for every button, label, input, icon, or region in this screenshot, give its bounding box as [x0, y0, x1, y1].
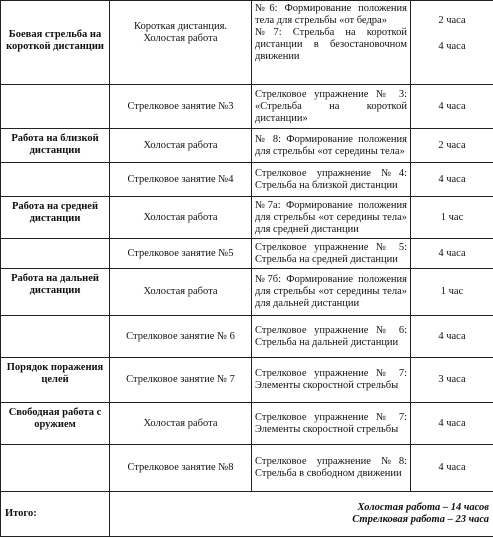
exercise-text: Стрелковое упражнение № 7: Элементы скоростной стрельбы	[255, 368, 407, 391]
section-label: Боевая стрельба на короткой дистанции	[1, 1, 110, 85]
table-row	[1, 316, 493, 358]
total-values	[110, 492, 493, 537]
total-row	[1, 492, 493, 537]
exercise-cell	[252, 1, 411, 85]
hours-cell: 3 часа	[411, 358, 493, 403]
exercise-cell	[252, 129, 411, 163]
hours-cell	[411, 1, 493, 85]
section-label	[1, 316, 110, 358]
hours-cell: 1 час	[411, 197, 493, 239]
table-row	[1, 163, 493, 197]
hours-cell: 4 часа	[411, 316, 493, 358]
exercise-text: Стрелковое упражнение № 6: Стрельба на дальней дистанции	[255, 324, 407, 348]
exercise-text: №7б: Формирование положения для стрельбы «от середины тела» для дальней дистанции	[255, 274, 407, 309]
total-label: Итого:	[1, 492, 110, 537]
total-line: Стрелковая работа – 23 часа	[352, 514, 489, 525]
section-label: Порядок поражения целей	[1, 358, 110, 403]
exercise-text: Стрелковое упражнение № 5: Стрельба на средней дистанции	[255, 241, 407, 265]
activity-cell: Стрелковое занятие № 7	[110, 358, 252, 403]
table-row	[1, 197, 493, 239]
exercise-cell	[252, 358, 411, 403]
table-row	[1, 358, 493, 403]
activity-cell: Холостая работа	[110, 197, 252, 239]
exercise-text: Стрелковое упражнение №8: Стрельба в свободном движении	[255, 456, 407, 479]
table-row	[1, 239, 493, 269]
exercise-text: №6: Формирование положения тела для стрельбы «от бедра»	[255, 3, 407, 26]
hours-cell: 4 часа	[411, 239, 493, 269]
exercise-text: №7: Стрельба на короткой дистанции в безостановочном движении	[255, 27, 407, 62]
section-label: Работа на дальней дистанции	[1, 269, 110, 316]
table-row	[1, 445, 493, 492]
section-label: Работа на близкой дистанции	[1, 129, 110, 163]
exercise-text: №7а: Формирование положения для стрельбы «от середины тела» для средней дистанции	[255, 199, 407, 235]
hours-text: 2 часа	[438, 15, 466, 26]
table-row	[1, 403, 493, 445]
activity-cell: Холостая работа	[110, 269, 252, 316]
exercise-cell	[252, 197, 411, 239]
exercise-text: Стрелковое упражнение №4: Стрельба на близкой дистанции	[255, 167, 407, 191]
table-row	[1, 1, 493, 85]
section-label	[1, 239, 110, 269]
total-line: Холостая работа – 14 часов	[357, 502, 489, 513]
hours-text: 4 часа	[438, 41, 466, 52]
hours-cell: 1 час	[411, 269, 493, 316]
hours-cell: 4 часа	[411, 403, 493, 445]
section-label	[1, 85, 110, 129]
activity-cell: Стрелковое занятие №4	[110, 163, 252, 197]
exercise-cell	[252, 239, 411, 269]
table-row	[1, 85, 493, 129]
section-label	[1, 445, 110, 492]
activity-cell: Стрелковое занятие №5	[110, 239, 252, 269]
exercise-text: № 8: Формирование положения для стрельбы «от середины тела»	[255, 133, 407, 157]
table-row	[1, 269, 493, 316]
exercise-cell	[252, 269, 411, 316]
hours-cell: 4 часа	[411, 85, 493, 129]
activity-cell: Короткая дистанция. Холостая работа	[110, 1, 252, 85]
exercise-cell	[252, 163, 411, 197]
table-row	[1, 129, 493, 163]
exercise-text: Стрелковое упражнение № 7: Элементы скоростной стрельбы	[255, 411, 407, 435]
activity-cell: Холостая работа	[110, 129, 252, 163]
activity-cell: Стрелковое занятие № 6	[110, 316, 252, 358]
exercise-cell	[252, 85, 411, 129]
exercise-cell	[252, 316, 411, 358]
hours-cell: 4 часа	[411, 445, 493, 492]
section-label: Работа на средней дистанции	[1, 197, 110, 239]
activity-cell: Холостая работа	[110, 403, 252, 445]
exercise-text: Стрелковое упражнение № 3: «Стрельба на короткой дистанции»	[255, 88, 407, 124]
section-label	[1, 163, 110, 197]
exercise-cell	[252, 403, 411, 445]
hours-cell: 2 часа	[411, 129, 493, 163]
exercise-cell	[252, 445, 411, 492]
activity-cell: Стрелковое занятие №8	[110, 445, 252, 492]
activity-cell: Стрелковое занятие №3	[110, 85, 252, 129]
hours-cell: 4 часа	[411, 163, 493, 197]
section-label: Свободная работа с оружием	[1, 403, 110, 445]
